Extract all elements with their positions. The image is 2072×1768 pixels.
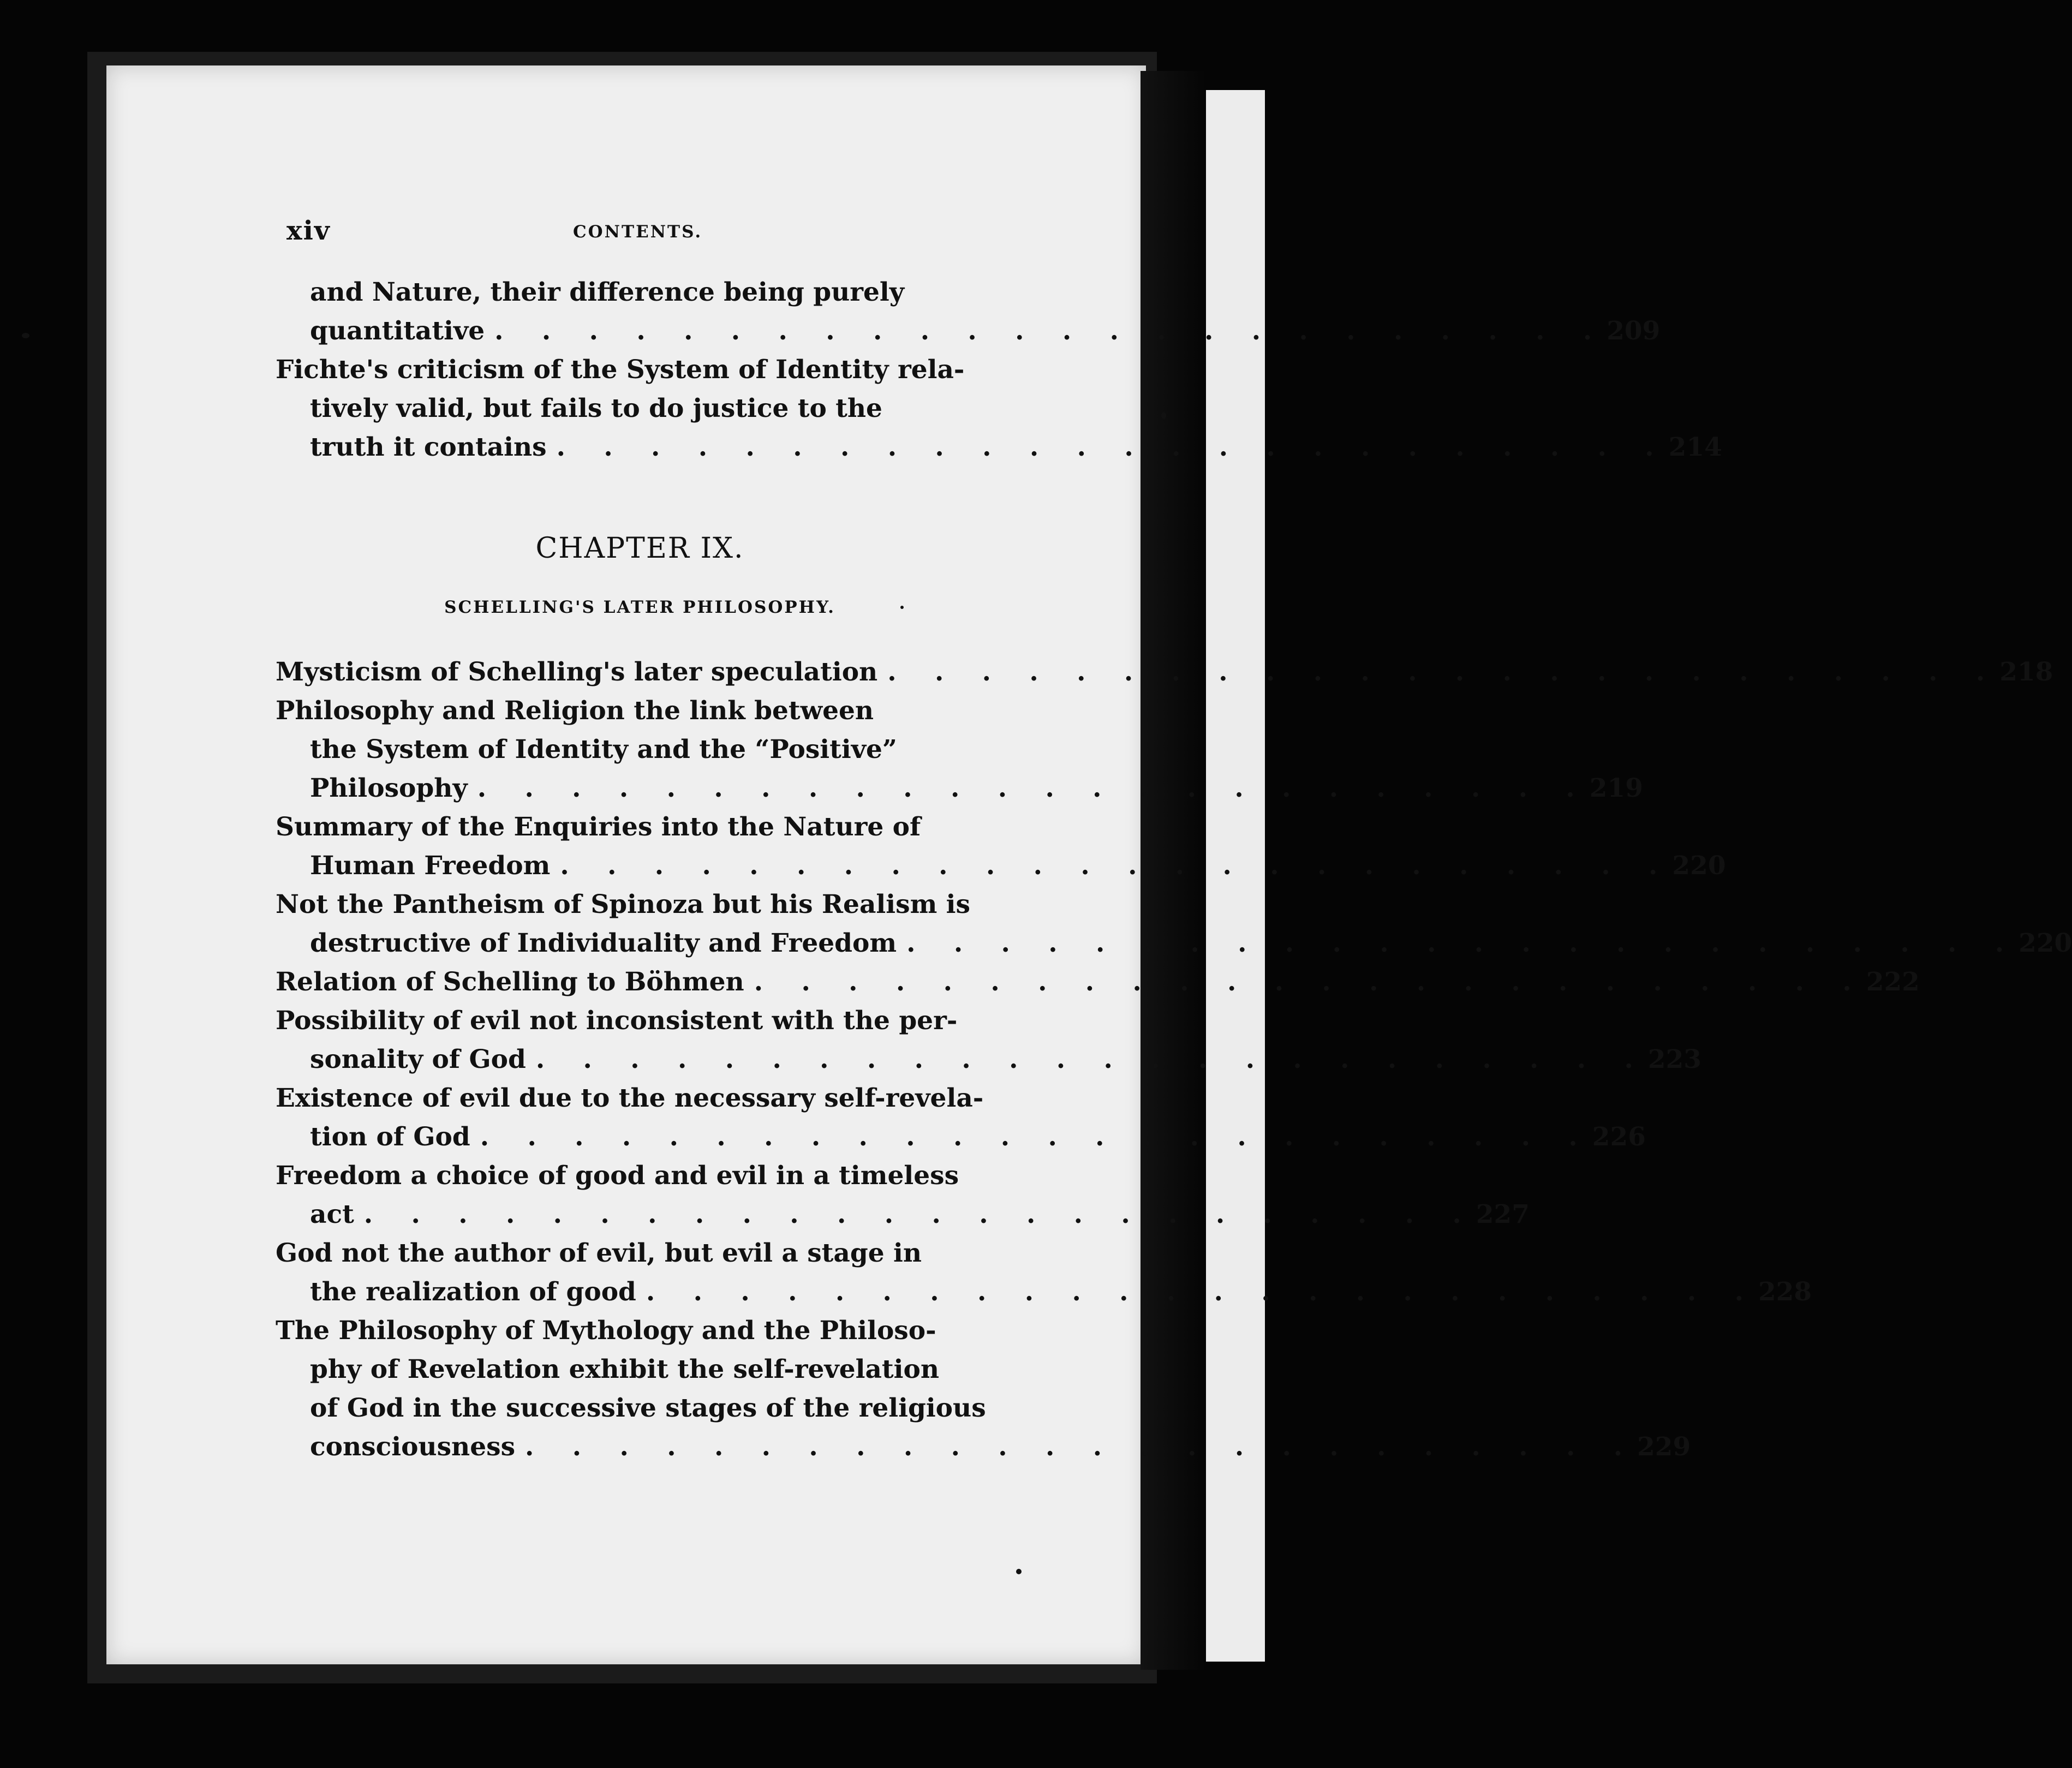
ink-speck xyxy=(22,333,29,338)
toc-entry-text: Relation of Schelling to Böhmen xyxy=(276,967,744,997)
toc-entry-line: Philosophy and Religion the link between xyxy=(276,696,874,726)
toc-entry-last-line xyxy=(276,963,1920,1001)
toc-entry-line: the System of Identity and the “Positive” xyxy=(310,734,897,764)
toc-entry-text: Human Freedom xyxy=(310,851,551,881)
toc-entry-last-line xyxy=(276,1427,1691,1466)
dot-leader: . . . . . . . . . . . . . . . . . . . . . . . . xyxy=(494,316,1607,346)
toc-entry-last-line xyxy=(276,769,1643,808)
toc-entry xyxy=(276,1311,1691,1466)
toc-entry-last-line xyxy=(276,312,1661,350)
dot-leader: . . . . . . . . . . . . . . . . . . . . . . . . xyxy=(560,851,1673,881)
toc-entry-last-line xyxy=(276,1118,1646,1156)
toc-entry xyxy=(276,1001,1701,1079)
toc-entry-last-line xyxy=(276,1040,1701,1079)
ink-speck xyxy=(1016,1569,1022,1574)
dot-leader: . . . . . . . . . . . . . . . . . . . . . . . . xyxy=(906,928,2019,958)
toc-page-number: 229 xyxy=(1637,1432,1691,1462)
toc-entry-last-line xyxy=(276,428,1722,467)
toc-entry-text: sonality of God xyxy=(310,1044,526,1074)
toc-entry-line: Existence of evil due to the necessary self-revela- xyxy=(276,1083,984,1113)
toc-entry-text: act xyxy=(310,1199,354,1229)
toc-page-number: 219 xyxy=(1589,773,1643,803)
running-head: CONTENTS. xyxy=(573,222,703,242)
toc-entry-line: God not the author of evil, but evil a stage in xyxy=(276,1238,922,1268)
toc-entry-line: phy of Revelation exhibit the self-revelation xyxy=(310,1354,939,1384)
toc-page-number: 218 xyxy=(1999,657,2053,687)
toc-entry xyxy=(276,691,1643,808)
toc-entry-line: Freedom a choice of good and evil in a timeless xyxy=(276,1161,959,1191)
dot-leader: . . . . . . . . . . . . . . . . . . . . . . . . xyxy=(646,1277,1758,1307)
dot-leader: . . . . . . . . . . . . . . . . . . . . . . . . xyxy=(525,1432,1638,1462)
toc-entry xyxy=(276,808,1726,885)
toc-entry xyxy=(276,1234,1812,1311)
toc-page-number: 220 xyxy=(1672,851,1726,881)
toc-entry-text: truth it contains xyxy=(310,432,547,462)
dot-leader: . . . . . . . . . . . . . . . . . . . . . . . . xyxy=(363,1199,1476,1229)
toc-entry-line: of God in the successive stages of the religious xyxy=(310,1393,986,1423)
chapter-subtitle: SCHELLING'S LATER PHILOSOPHY. xyxy=(444,598,835,617)
page-number-roman: xiv xyxy=(286,216,331,246)
toc-entry-line: tively valid, but fails to do justice to the xyxy=(310,393,882,423)
toc-page-number: 220 xyxy=(2019,928,2072,958)
toc-entry-last-line xyxy=(276,653,2053,691)
toc-entry-text: Philosophy xyxy=(310,773,468,803)
toc-entry-text: Mysticism of Schelling's later speculation xyxy=(276,657,878,687)
contents-page xyxy=(276,216,2072,1466)
toc-entry-line: Summary of the Enquiries into the Nature of xyxy=(276,812,921,842)
toc-page-number: 227 xyxy=(1476,1199,1530,1229)
toc-entry xyxy=(276,350,1722,467)
toc-entry xyxy=(276,963,1920,1001)
dot-leader: . . . . . . . . . . . . . . . . . . . . . . . . xyxy=(480,1122,1592,1152)
dot-leader: . . . . . . . . . . . . . . . . . . . . . . . . xyxy=(556,432,1669,462)
toc-page-number: 223 xyxy=(1647,1044,1701,1074)
toc-entry-line: and Nature, their difference being purely xyxy=(310,277,905,307)
ink-speck xyxy=(1161,412,1166,419)
toc-entry xyxy=(276,273,1661,350)
toc-entry-text: quantitative xyxy=(310,316,485,346)
chapter-entries xyxy=(276,653,2072,1466)
toc-entry-text: consciousness xyxy=(310,1432,516,1462)
toc-entry-line: Fichte's criticism of the System of Identity rela- xyxy=(276,355,965,385)
dot-leader: . . . . . . . . . . . . . . . . . . . . . . . . xyxy=(477,773,1590,803)
toc-page-number: 222 xyxy=(1866,967,1920,997)
toc-entry xyxy=(276,1156,1530,1234)
toc-entry xyxy=(276,653,2053,691)
toc-page-number: 226 xyxy=(1592,1122,1646,1152)
page-header xyxy=(276,216,1004,254)
continued-entries xyxy=(276,273,1722,467)
toc-page-number: 214 xyxy=(1668,432,1722,462)
dot-leader: . . . . . . . . . . . . . . . . . . . . . . . . xyxy=(754,967,1866,997)
toc-entry-text: the realization of good xyxy=(310,1277,636,1307)
toc-entry-last-line xyxy=(276,924,2072,963)
toc-entry-last-line xyxy=(276,1273,1812,1311)
toc-entry xyxy=(276,1079,1646,1156)
toc-entry-line: Possibility of evil not inconsistent with the per- xyxy=(276,1006,958,1036)
chapter-title: CHAPTER IX. xyxy=(535,532,744,565)
toc-entry-last-line xyxy=(276,846,1726,885)
toc-entry-text: destructive of Individuality and Freedom xyxy=(310,928,897,958)
toc-entry-line: Not the Pantheism of Spinoza but his Realism is xyxy=(276,889,970,919)
toc-page-number: 228 xyxy=(1758,1277,1812,1307)
toc-page-number: 209 xyxy=(1607,316,1661,346)
toc-entry-last-line xyxy=(276,1195,1530,1234)
toc-entry-text: tion of God xyxy=(310,1122,470,1152)
toc-entry xyxy=(276,885,2072,963)
dot-leader: . . . . . . . . . . . . . . . . . . . . . . . . xyxy=(887,657,2000,687)
dot-leader: . . . . . . . . . . . . . . . . . . . . . . . . xyxy=(535,1044,1648,1074)
toc-entry-line: The Philosophy of Mythology and the Philoso- xyxy=(276,1316,936,1346)
